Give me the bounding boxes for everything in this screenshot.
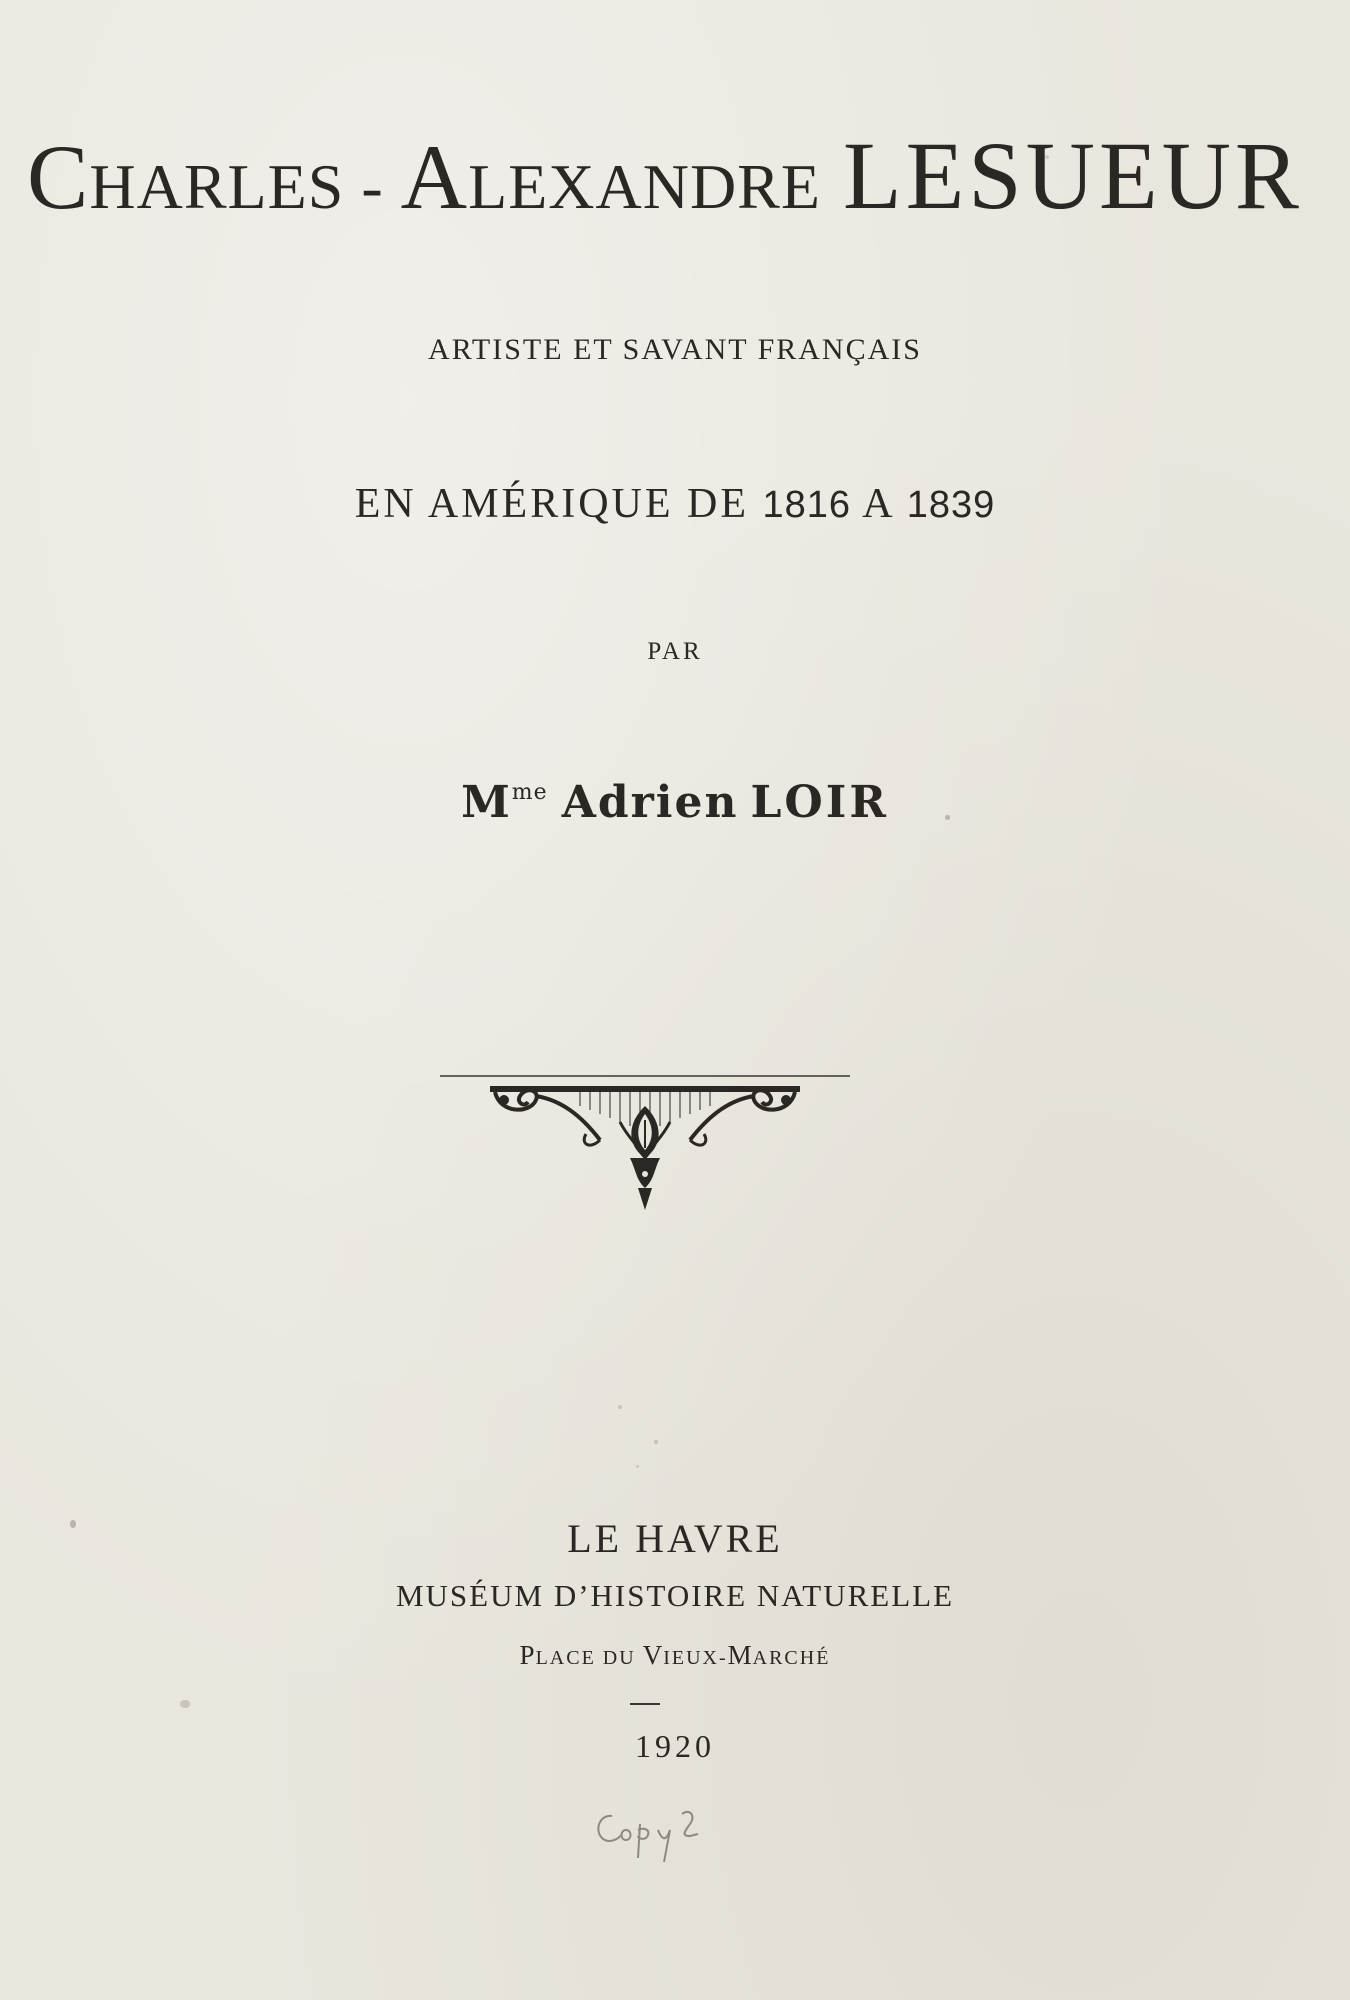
author-first-name: Adrien (561, 777, 739, 828)
title-hyphen: - (344, 151, 401, 222)
subtitle-connector: A (851, 481, 907, 527)
paper-speck (636, 1465, 639, 1468)
separator-dash (630, 1703, 660, 1705)
subtitle-artist-scientist: ARTISTE ET SAVANT FRANÇAIS (428, 333, 922, 366)
book-title (0, 122, 1340, 229)
subtitle-year-end: 1839 (906, 484, 996, 526)
subtitle-america-dates (0, 480, 1350, 528)
publication-year: 1920 (635, 1728, 715, 1764)
author-prefix-superscript: me (511, 780, 548, 805)
address-du: DU (595, 1647, 643, 1669)
title-initial-a: A (400, 126, 469, 228)
publisher-city: LE HAVRE (567, 1516, 783, 1561)
subtitle-america-text: EN AMÉRIQUE DE (354, 481, 763, 527)
author-name (0, 777, 1350, 828)
paper-speck (945, 815, 950, 820)
author-prefix: M (461, 777, 512, 828)
paper-speck (180, 1700, 190, 1708)
publisher-institution: MUSÉUM D’HISTOIRE NATURELLE (395, 1578, 955, 1613)
address-initial-m: M (727, 1640, 753, 1670)
handwritten-copy-note-icon (590, 1800, 720, 1870)
title-alexandre-rest: LEXANDRE (468, 151, 821, 222)
address-vieux-rest: IEUX (663, 1647, 719, 1669)
subtitle-year-start: 1816 (762, 484, 852, 526)
floral-tailpiece-ornament-icon (440, 1070, 850, 1215)
address-place-rest: LACE (535, 1647, 596, 1669)
paper-speck (618, 1405, 622, 1409)
address-hyphen: - (718, 1647, 728, 1669)
paper-speck (654, 1440, 658, 1444)
author-last-name: LOIR (750, 777, 889, 828)
title-surname: LESUEUR (842, 122, 1303, 229)
title-initial-c: C (27, 126, 90, 228)
title-charles-rest: HARLES (89, 151, 345, 222)
address-initial-p: P (519, 1640, 536, 1670)
paper-speck (1045, 155, 1049, 159)
paper-speck (70, 1520, 76, 1528)
publisher-address (0, 1640, 1350, 1671)
by-label: PAR (647, 638, 703, 665)
address-initial-v: V (642, 1640, 664, 1670)
address-marche-rest: ARCHÉ (752, 1647, 831, 1669)
